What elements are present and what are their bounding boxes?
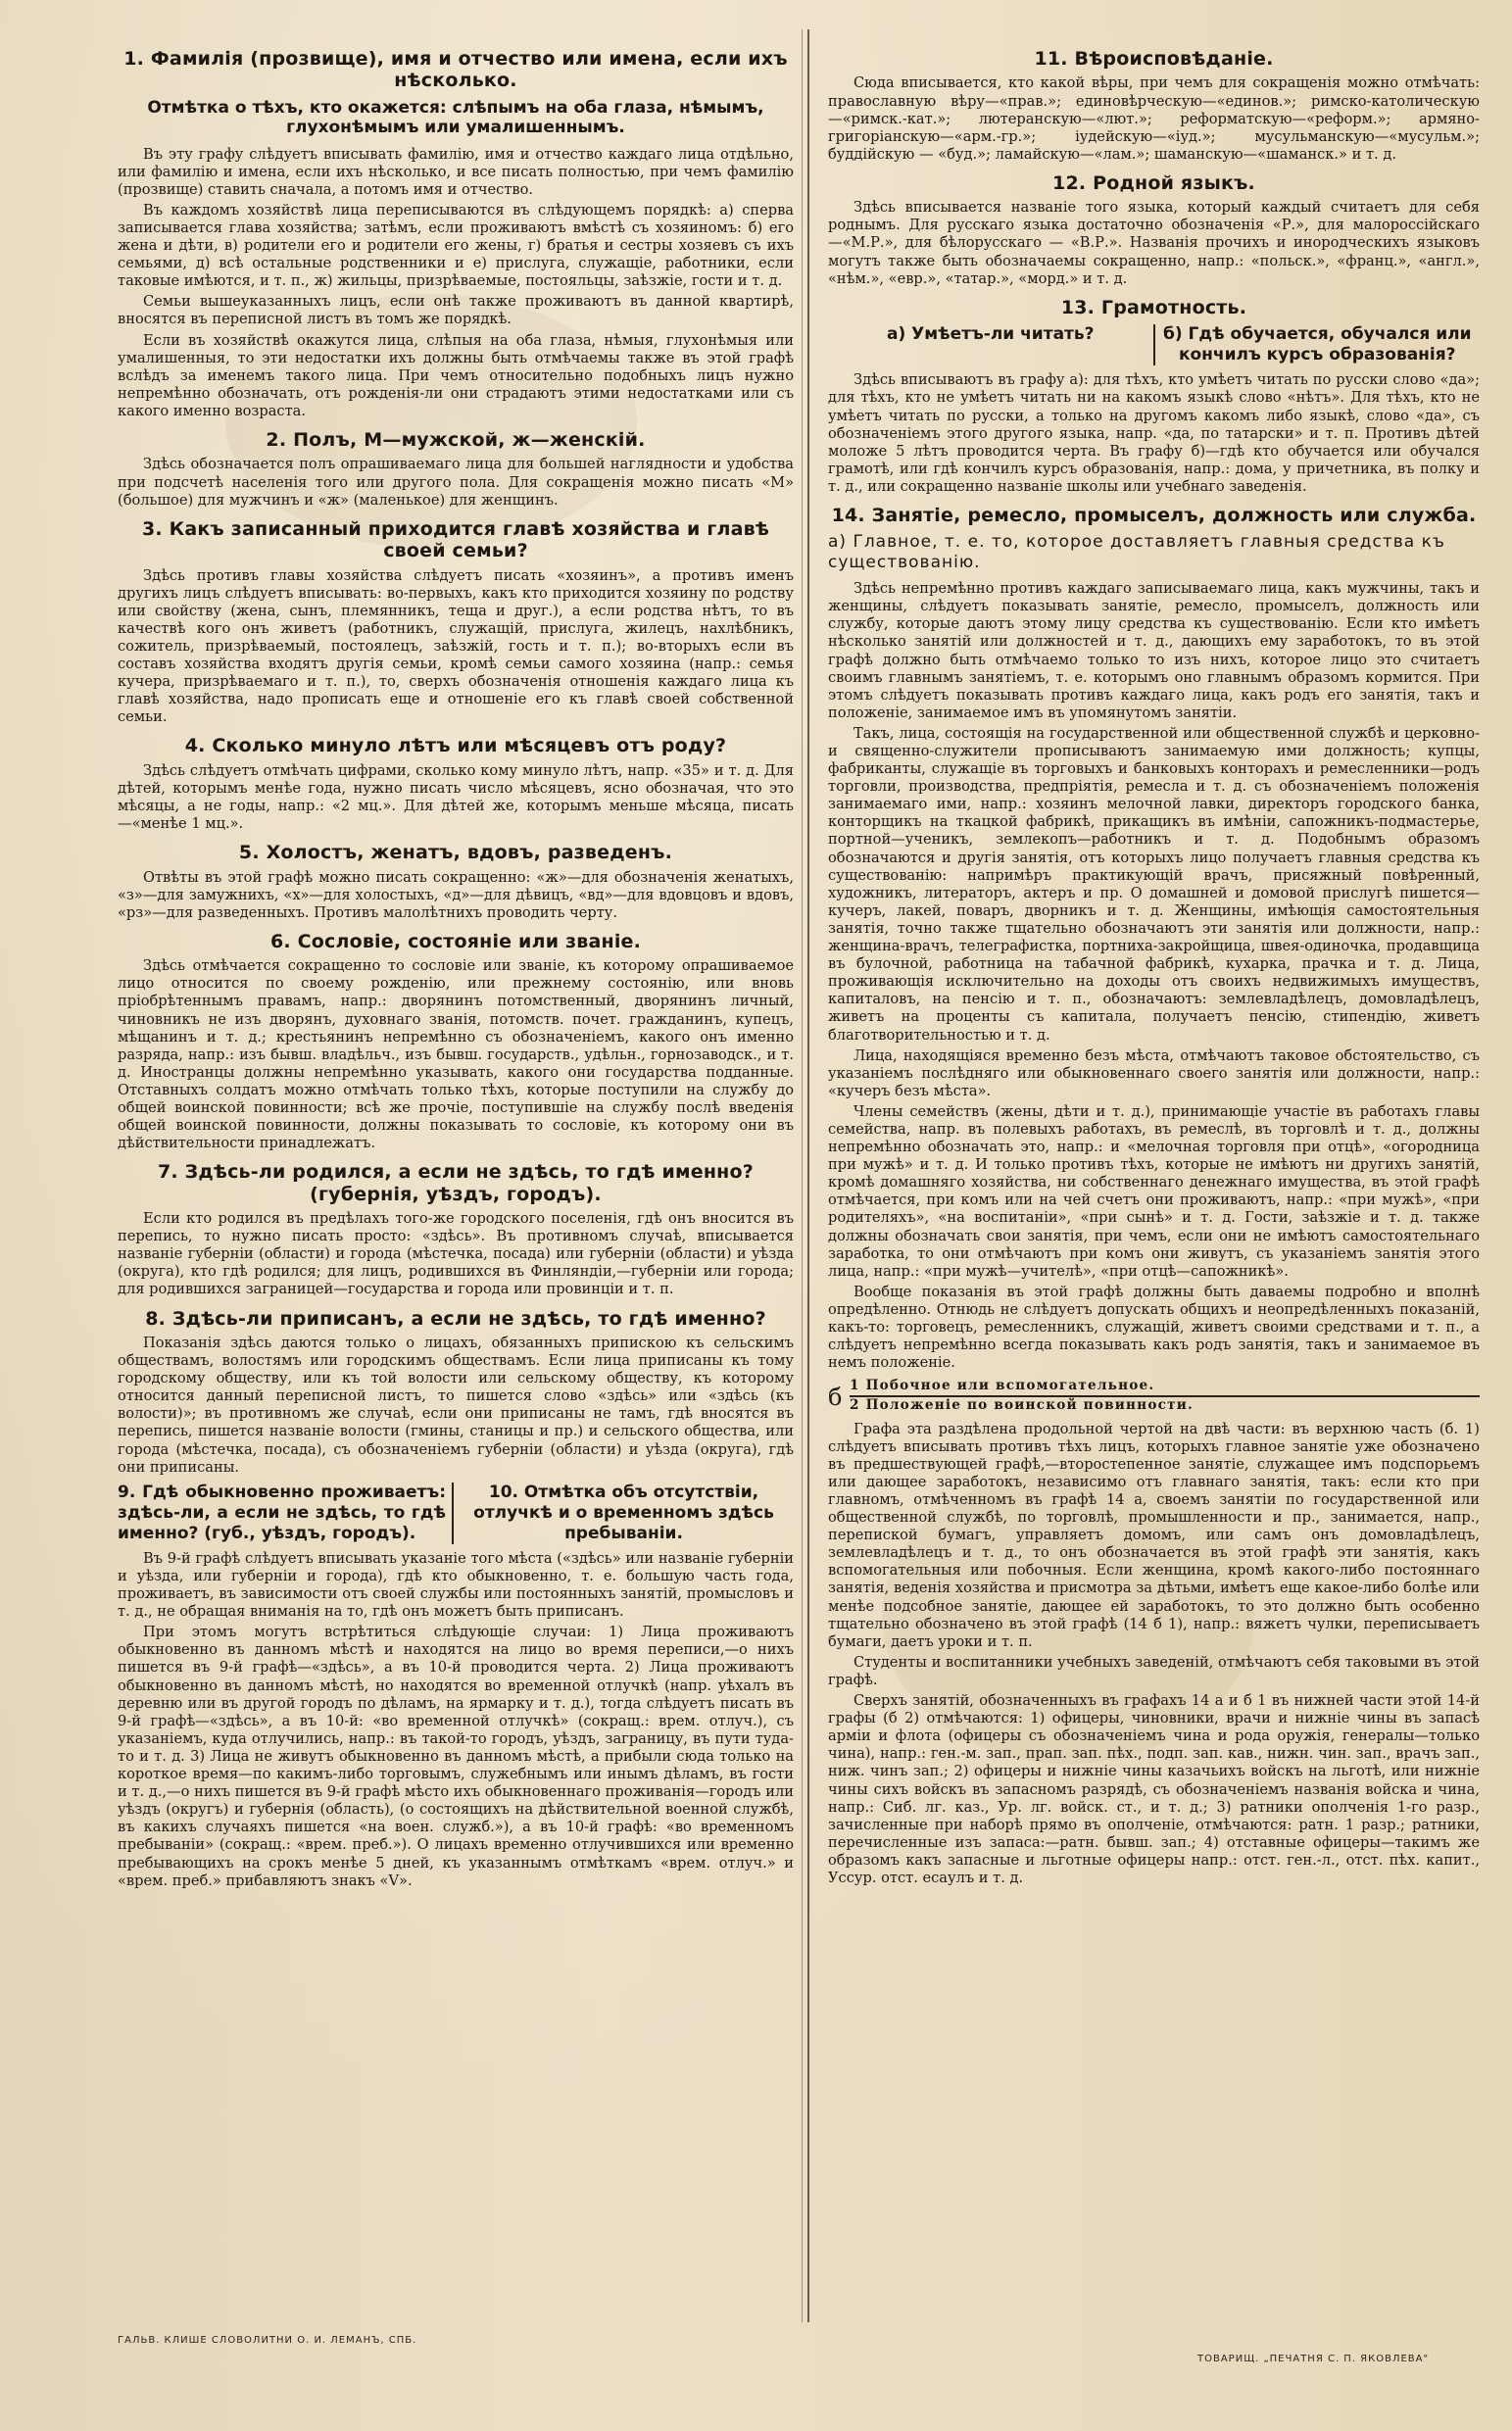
section-14-paragraph: Лица, находящіяся временно безъ мѣста, отмѣчаютъ таковое обстоятельство, съ указаніемъ послѣдняго или обыкновеннаго своего занятія или должности, напр.: «кучеръ безъ мѣста». <box>828 1046 1480 1099</box>
printer-imprint-right: ТОВАРИЩ. „ПЕЧАТНЯ С. П. ЯКОВЛЕВА" <box>1197 2354 1430 2364</box>
section-14b-paragraph: Сверхъ занятій, обозначенныхъ въ графахъ 14 а и б 1 въ нижней части этой 14-й графы (б 2) отмѣчаются: 1) офицеры, чиновники, врачи и нижніе чины въ запасѣ арміи и флота (офицеры съ обозначеніемъ чина и рода оружія, генералы—только чина), напр.: ген.-м. зап., прап. зап. пѣх., подп. зап. кав., нижн. чин. зап., врачъ зап., ниж. чинъ зап.; 2) офицеры и нижніе чины казачьихъ войскъ на льготѣ, или нижніе чины сихъ войскъ въ запасномъ разрядѣ, съ обозначеніемъ названія войска и чина, напр.: Сиб. лг. каз., Ур. лг. войск. ст., и т. д.; 3) ратники ополченія 1-го разр., зачисленные при наборѣ прямо въ ополченіе, отмѣчаются: ратн. 1 разр.; ратники, перечисленные изъ запаса:—ратн. бывш. зап.; 4) отставные офицеры—такимъ же образомъ какъ запасные и льготные офицеры напр.: отст. ген.-л., отст. пѣх. капит., Уссур. отст. есаулъ и т. д. <box>828 1692 1480 1886</box>
section-5-title: 5. Холостъ, женатъ, вдовъ, разведенъ. <box>238 842 673 864</box>
section-9-title: 9. Гдѣ обыкновенно проживаетъ: здѣсь-ли, а если не здѣсь, то гдѣ именно? (губ., уѣздъ, городъ). <box>118 1482 446 1543</box>
section-12-title: 12. Родной языкъ. <box>1052 171 1255 194</box>
left-column <box>118 39 794 2322</box>
section-7-title: 7. Здѣсь-ли родился, а если не здѣсь, то гдѣ именно? (губернія, уѣздъ, городъ). <box>158 1161 754 1205</box>
column-divider <box>807 29 809 2322</box>
section-1-paragraph: Въ каждомъ хозяйствѣ лица переписываются въ слѣдующемъ порядкѣ: а) сперва записывается глава хозяйства; затѣмъ, если проживаютъ вмѣстѣ съ хозяиномъ: б) его жена и дѣти, в) родители его и родители его жены, г) братья и сестры хозяевъ съ ихъ семьями, д) всѣ остальные родственники и е) прислуга, служащіе, работники, если таковые имѣются, и т. п., ж) жильцы, призрѣваемые, постояльцы, заѣзжіе, гости и т. д. <box>118 201 794 290</box>
section-4-title: 4. Сколько минуло лѣтъ или мѣсяцевъ отъ роду? <box>184 735 727 757</box>
section-6-title: 6. Сословіе, состояніе или званіе. <box>269 930 642 952</box>
section-14a-heading: а) Главное, т. е. то, которое доставляетъ главныя средства къ существованію. <box>828 532 1445 572</box>
section-4-paragraph: Здѣсь слѣдуетъ отмѣчать цифрами, сколько кому минуло лѣтъ, напр. «35» и т. д. Для дѣтей, которымъ менѣе года, нужно писать число мѣсяцевъ, ясно обозначая, что это мѣсяцы, а не годы, напр.: «2 мц.». Для дѣтей же, которымъ меньше мѣсяца, писать—«менѣе 1 мц.». <box>118 761 794 833</box>
section-14-paragraph: Члены семействъ (жены, дѣти и т. д.), принимающіе участіе въ работахъ главы семейства, напр. въ полевыхъ работахъ, въ ремеслѣ, въ торговлѣ и т. д., должны непремѣнно обозначать это, напр.: и «мелочная торговля при отцѣ», «огородница при мужѣ» и т. д. И только противъ тѣхъ, которые не имѣютъ ни другихъ занятій, кромѣ домашняго хозяйства, ни собственнаго денежнаго имущества, въ этой графѣ отмѣчается, при комъ или на чей счетъ они проживаютъ, напр.: «при мужѣ», «при родителяхъ», «на воспитаніи», «при сынѣ» и т. д. Гости, заѣзжіе и т. д. также должны обозначать свои занятія, при чемъ, если они не имѣютъ самостоятельнаго заработка, то они отмѣчаютъ при комъ они живутъ, съ указаніемъ занятія этого лица, напр.: «при мужѣ—учителѣ», «при отцѣ—сапожникѣ». <box>828 1102 1480 1280</box>
section-2-title: 2. Полъ, М—мужской, ж—женскій. <box>266 429 646 451</box>
section-8-paragraph: Показанія здѣсь даются только о лицахъ, обязанныхъ припискою къ сельскимъ обществамъ, волостямъ или городскимъ обществамъ. Если лица приписаны къ тому городскому обществу, или къ той волости или сельскому обществу, къ которому относится данный переписной листъ, то пишется слово «здѣсь» или «здѣсь (къ волости)»; въ противномъ же случаѣ, если они приписаны не тамъ, гдѣ вносятся въ перепись, пишется названіе волости (гмины, станицы и пр.) и сельского общества, или города (мѣстечка, посада), съ обозначеніемъ губерніи (области) и уѣзда (округа), гдѣ они приписаны. <box>118 1334 794 1476</box>
section-5-paragraph: Отвѣты въ этой графѣ можно писать сокращенно: «ж»—для обозначенія женатыхъ, «з»—для замужнихъ, «х»—для холостыхъ, «д»—для дѣвицъ, «вд»—для вдовцовъ и вдовъ, «рз»—для разведенныхъ. Противъ малолѣтнихъ проводить черту. <box>118 868 794 921</box>
section-14b2-label: 2 Положеніе по воинской повинности. <box>850 1395 1480 1415</box>
section-13-paragraph: Здѣсь вписываютъ въ графу а): для тѣхъ, кто умѣетъ читать по русски слово «да»; для тѣхъ, кто не умѣетъ читать ни на какомъ языкѣ слово «нѣтъ». Для тѣхъ, кто не умѣетъ читать по русски, а только на другомъ какомъ либо языкѣ, слово «да», съ обозначеніемъ этого другого языка, напр. «да, по татарски» и т. п. Противъ дѣтей моложе 5 лѣтъ проводится черта. Въ графу б)—гдѣ кто обучается или обучался грамотѣ, или гдѣ кончилъ курсъ образованія, напр.: дома, у причетника, въ полку и т. д., или сокращенно названіе школы или учебнаго заведенія. <box>828 371 1480 495</box>
section-14-paragraph: Такъ, лица, состоящія на государственной или общественной службѣ и церковно-и священно-служители прописываютъ занимаемую ими должность; купцы, фабриканты, служащіе въ торговыхъ и банковыхъ конторахъ и ремесленники—родъ торговли, производства, предпріятія, ремесла и т. д. съ обозначеніемъ положенія занимаемаго ими, напр.: хозяинъ мелочной лавки, директоръ городского банка, конторщикъ на ткацкой фабрикѣ, прикащикъ въ имѣніи, сапожникъ-подмастерье, портной—ученикъ, землекопъ—работникъ и т. д. Подобнымъ образомъ обозначаются и другія занятія, отъ которыхъ лицо получаетъ главныя средства къ существованію: напримѣръ практикующій врачъ, присяжный повѣренный, художникъ, литераторъ, актеръ и пр. О домашней и домовой прислугѣ пишется—кучеръ, лакей, поваръ, дворникъ и т. д. Женщины, имѣющія самостоятельныя занятія, точно также тщательно обозначаютъ эти занятія или должности, напр.: женщина-врачъ, телеграфистка, портниха-закройщица, швея-одиночка, продавщица въ булочной, работница на табачной фабрикѣ, кухарка, прачка и т. д. Лица, проживающія исключительно на доходы отъ своихъ недвижимыхъ имуществъ, капиталовъ, на пенсію и т. п., обозначаютъ: землевладѣлецъ, домовладѣлецъ, живетъ на проценты съ капитала, получаетъ пенсію, стипендію, живетъ благотворительностью и т. д. <box>828 724 1480 1044</box>
section-12-paragraph: Здѣсь вписывается названіе того языка, который каждый считаетъ для себя роднымъ. Для русскаго языка достаточно обозначенія «Р.», для малороссійскаго—«М.Р.», для бѣлорусскаго — «В.Р.». Названія прочихъ и инородческихъ языковъ могутъ также быть обозначаемы сокращенно, напр.: «польск.», «франц.», «англ.», «нѣм.», «евр.», «татар.», «морд.» и т. д. <box>828 199 1480 287</box>
section-9-10-header <box>118 1483 794 1544</box>
section-13a-label: а) Умѣетъ-ли читать? <box>886 324 1095 345</box>
section-11-title: 11. Вѣроисповѣданіе. <box>1034 48 1274 70</box>
section-3-title: 3. Какъ записанный приходится главѣ хозяйства и главѣ своей семьи? <box>141 517 770 562</box>
right-column <box>828 39 1480 2322</box>
section-14b-subheader <box>828 1378 1480 1414</box>
section-13-subheader <box>828 324 1480 365</box>
section-3-paragraph: Здѣсь противъ главы хозяйства слѣдуетъ писать «хозяинъ», а противъ именъ другихъ лицъ слѣдуетъ вписывать: во-первыхъ, какъ кто приходится хозяину по родству или свойству (жена, сынъ, племянникъ, теща и друг.), а если родства нѣтъ, то въ качествѣ кого онъ живетъ (работникъ, служащій, прислуга, жилецъ, нахлѣбникъ, сожитель, призрѣваемый, постоялецъ, заѣзжій, гость и т. п.); во-вторыхъ если въ составъ хозяйства входятъ другія семьи, кромѣ семьи самого хозяина (напр.: семья кучера, призрѣваемаго и т. п.), то, сверхъ обозначенія отношенія каждаго лица къ главѣ хозяйства, надо прописать еще и отношеніе его къ главѣ своей собственной семьи. <box>118 566 794 726</box>
section-8-title: 8. Здѣсь-ли приписанъ, а если не здѣсь, то гдѣ именно? <box>145 1307 766 1330</box>
section-6-paragraph: Здѣсь отмѣчается сокращенно то сословіе или званіе, къ которому опрашиваемое лицо относится по своему рожденію, или прежнему состоянію, или вновь пріобрѣтеннымъ правамъ, напр.: дворянинъ потомственный, дворянинъ личный, чиновникъ не изъ дворянъ, духовнаго званія, потомств. почет. гражданинъ, купецъ, мѣщанинъ и т. д.; крестьянинъ непремѣнно съ обозначеніемъ, какого онъ именно разряда, напр.: изъ бывш. владѣльч., изъ бывш. государств., удѣльн., горнозаводск., и т. д. Иностранцы должны непремѣнно указывать, какого они государства подданные. Отставныхъ солдатъ можно отмѣчать только тѣхъ, которые поступили на службу до общей воинской повинности; всѣ же прочіе, поступившіе на службу послѣ введенія общей воинской повинности, должны показывать то сословіе, къ которому они въ дѣйствительности принадлежатъ. <box>118 957 794 1152</box>
column-divider-faint <box>802 29 803 2322</box>
section-1-paragraph: Въ эту графу слѣдуетъ вписывать фамилію, имя и отчество каждаго лица отдѣльно, или фамилію и имена, если ихъ нѣсколько, и все писать полностью, при чемъ фамилію (прозвище) ставить сначала, а потомъ имя и отчество. <box>118 145 794 198</box>
section-1-paragraph: Если въ хозяйствѣ окажутся лица, слѣпыя на оба глаза, нѣмыя, глухонѣмыя или умалишенныя, то эти недостатки ихъ должны быть отмѣчаемы также въ этой графѣ вслѣдъ за именемъ такого лица. При чемъ относительно подобныхъ лицъ нужно непремѣнно обозначать, отъ рожденія-ли они страдаютъ этими недостатками или съ какого именно возраста. <box>118 331 794 419</box>
section-14-paragraph: Здѣсь непремѣнно противъ каждаго записываемаго лица, какъ мужчины, такъ и женщины, слѣдуетъ показывать занятіе, ремесло, промыселъ, должность или службу, которые даютъ этому лицу средства къ существованію. Если кто имѣетъ нѣсколько занятій или должностей и т. д., дающихъ ему заработокъ, то въ этой графѣ должно быть отмѣчаемо только то изъ нихъ, которое лицо это считаетъ своимъ главнымъ занятіемъ, т. е. которымъ оно главнымъ образомъ кормится. При этомъ слѣдуетъ показывать противъ каждаго лица, какъ родъ его занятія, такъ и положеніе, занимаемое имъ въ упомянутомъ занятіи. <box>828 580 1480 721</box>
section-7-paragraph: Если кто родился въ предѣлахъ того-же городского поселенія, гдѣ онъ вносится въ перепись, то нужно писать просто: «здѣсь». Въ противномъ случаѣ, вписывается названіе губерніи (области) и города (мѣстечка, посада) или губерніи (области) и уѣзда (округа), кто гдѣ родился; для лицъ, родившихся въ Финляндіи,—губерніи или города; для родившихся заграницей—государства и города или провинціи и т. п. <box>118 1210 794 1298</box>
section-9-paragraph: При этомъ могутъ встрѣтиться слѣдующіе случаи: 1) Лица проживаютъ обыкновенно въ данномъ мѣстѣ и находятся на лицо во время переписи,—о нихъ пишется въ 9-й графѣ—«здѣсь», а въ 10-й проводится черта. 2) Лица проживаютъ обыкновенно въ данномъ мѣстѣ, но находятся во временной отлучкѣ (напр. уѣхалъ въ деревню или въ другой городъ по дѣламъ, на ярмарку и т. д.), тогда слѣдуетъ писать въ 9-й графѣ—«здѣсь», а въ 10-й: «во временной отлучкѣ» (сокращ.: врем. отлуч.), съ указаніемъ, куда отлучились, напр.: въ такой-то городъ, уѣздъ, заграницу, въ пути туда-то и т. д. 3) Лица не живутъ обыкновенно въ данномъ мѣстѣ, а прибыли сюда только на короткое время—по какимъ-либо торговымъ, служебнымъ или инымъ дѣламъ, въ гости и т. д.,—о нихъ пишется въ 9-й графѣ мѣсто ихъ обыкновеннаго проживанія—городъ или уѣздъ (округъ) и губернія (область), (о состоящихъ на дѣйствительной военной службѣ, въ какихъ случаяхъ пишется «на воен. служб.»), а въ 10-й графѣ: «во временномъ пребываніи» (сокращ.: «врем. преб.»). О лицахъ временно отлучившихся или временно пребывающихъ на срокъ менѣе 5 дней, къ указаннымъ отмѣткамъ «врем. отлуч.» и «врем. преб.» прибавляютъ знакъ «V». <box>118 1624 794 1889</box>
section-14b-letter: б <box>828 1384 843 1412</box>
section-14b-paragraph: Графа эта раздѣлена продольной чертой на двѣ части: въ верхнюю часть (б. 1) слѣдуетъ вписывать противъ тѣхъ лицъ, которыхъ главное занятіе уже обозначено въ предшествующей графѣ,—второстепенное занятіе, служащее имъ подспорьемъ или дающее заработокъ, независимо отъ главнаго занятія, такъ: если кто при главномъ, отмѣченномъ въ графѣ 14 а, своемъ занятіи по государственной или общественной службѣ, по торговлѣ, промышленности и пр., занимается, напр., перепиской бумагъ, управляетъ домомъ, или самъ онъ домовладѣлецъ, землевладѣлецъ и т. д., то онъ обозначается въ этой графѣ эти занятія, какъ вспомогательныя или побочныя. Если женщина, кромѣ какого-либо постояннаго занятія, веденія хозяйства и присмотра за дѣтьми, имѣетъ еще какое-либо болѣе или менѣе подсобное занятіе, дающее ей заработокъ, то это должно быть особенно тщательно обозначено въ этой графѣ (14 б 1), напр.: вяжетъ чулки, переписываетъ бумаги, даетъ уроки и т. п. <box>828 1420 1480 1650</box>
section-13b-label: б) Гдѣ обучается, обучался или кончилъ курсъ образованія? <box>1153 324 1481 365</box>
section-9-paragraph: Въ 9-й графѣ слѣдуетъ вписывать указаніе того мѣста («здѣсь» или названіе губерніи и уѣзда, или губерніи и города), гдѣ кто обыкновенно, т. е. большую часть года, проживаетъ, въ зависимости отъ своей службы или постоянныхъ занятій, промысловъ и т. д., не обращая вниманія на то, гдѣ онъ можетъ быть приписанъ. <box>118 1549 794 1621</box>
section-1-title: 1. Фамилія (прозвище), имя и отчество или имена, если ихъ нѣсколько. <box>123 48 788 92</box>
section-1-paragraph: Семьи вышеуказанныхъ лицъ, если онѣ также проживаютъ въ данной квартирѣ, вносятся въ переписной листъ въ томъ же порядкѣ. <box>118 293 794 328</box>
section-2-paragraph: Здѣсь обозначается полъ опрашиваемаго лица для большей наглядности и удобства при подсчетѣ населенія того или другого пола. Для сокращенія можно писать «М» (большое) для мужчинъ и «ж» (маленькое) для женщинъ. <box>118 456 794 509</box>
section-11-paragraph: Сюда вписывается, кто какой вѣры, при чемъ для сокращенія можно отмѣчать: православную вѣру—«прав.»; единовѣрческую—«единов.»; римско-католическую—«римск.-кат.»; лютеранскую—«лют.»; реформатскую—«реформ.»; армяно-григоріанскую—«арм.-гр.»; іудейскую—«іуд.»; мусульманскую—«мусульм.»; буддійскую — «буд.»; ламайскую—«лам.»; шаманскую—«шаманск.» и т. д. <box>828 74 1480 163</box>
section-14-paragraph: Вообще показанія въ этой графѣ должны быть даваемы подробно и вполнѣ опредѣленно. Отнюдь не слѣдуетъ допускать общихъ и неопредѣленныхъ показаній, какъ-то: торговецъ, ремесленникъ, служащій, живетъ своими средствами и т. п., а слѣдуетъ непремѣнно всегда показывать какъ родъ занятія, такъ и занимаемое въ немъ положеніе. <box>828 1283 1480 1372</box>
section-14-title: 14. Занятіе, ремесло, промыселъ, должность или служба. <box>831 504 1477 526</box>
section-14b1-label: 1 Побочное или вспомогательное. <box>850 1378 1155 1394</box>
printer-imprint-left: ГАЛЬВ. КЛИШЕ СЛОВОЛИТНИ О. И. ЛЕМАНЪ, СПБ. <box>118 2335 417 2346</box>
section-10-title: 10. Отмѣтка объ отсутствіи, отлучкѣ и о временномъ здѣсь пребываніи. <box>452 1483 794 1544</box>
section-13-title: 13. Грамотность. <box>1060 296 1247 318</box>
section-1-note: Отмѣтка о тѣхъ, кто окажется: слѣпымъ на оба глаза, нѣмымъ, глухонѣмымъ или умалишеннымъ. <box>147 97 764 138</box>
section-14b-paragraph: Студенты и воспитанники учебныхъ заведеній, отмѣчаютъ себя таковыми въ этой графѣ. <box>828 1653 1480 1688</box>
